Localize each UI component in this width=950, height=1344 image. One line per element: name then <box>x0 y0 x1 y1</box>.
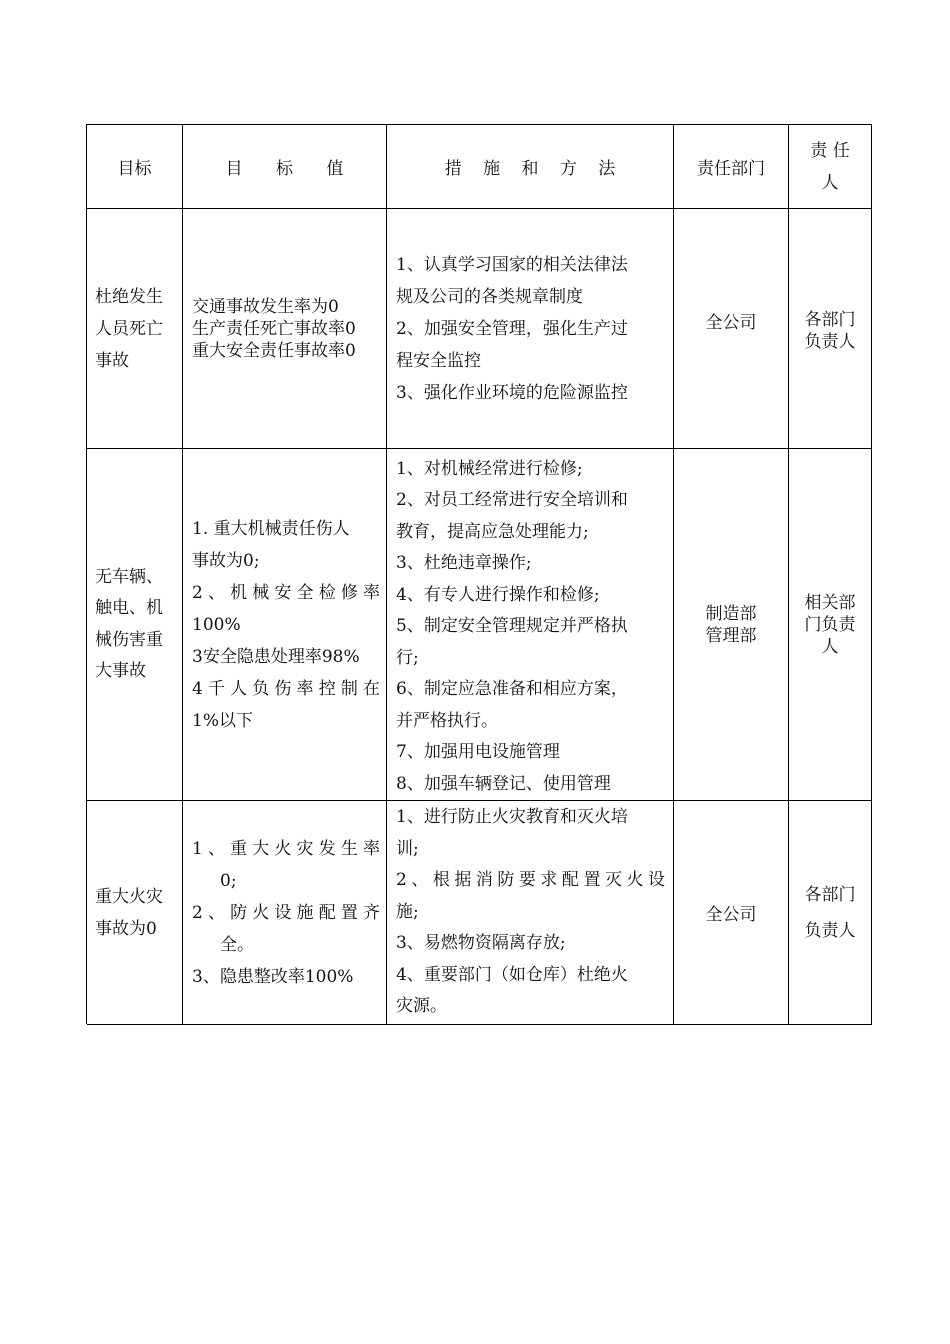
measures-cell: 1、进行防止火灾教育和灭火培 训; 2、根据消防要求配置灭火设 施; 3、易燃物资隔离存放; 4、重要部门（如仓库）杜绝火 灾源。 <box>387 801 674 1025</box>
measures-cell: 1、认真学习国家的相关法律法 规及公司的各类规章制度 2、加强安全管理，强化生产过 程安全监控 3、强化作业环境的危险源监控 <box>387 209 674 449</box>
department-cell: 制造部 管理部 <box>674 449 789 801</box>
target-value-cell: 1. 重大机械责任伤人 事故为0; 2、机械安全检修率 100% 3安全隐患处理率98% 4千人负伤率控制在 1%以下 <box>183 449 387 801</box>
table-row <box>87 449 872 801</box>
header-target-value: 目 标 值 <box>183 125 387 209</box>
department-cell: 全公司 <box>674 801 789 1025</box>
table-header-row <box>87 125 872 209</box>
header-measures: 措 施 和 方 法 <box>387 125 674 209</box>
table-row <box>87 801 872 1025</box>
header-person: 责 任 人 <box>789 125 872 209</box>
target-value-cell: 1、重大火灾发生率 0; 2、防火设施配置齐 全。 3、隐患整改率100% <box>183 801 387 1025</box>
target-cell: 无车辆、 触电、机 械伤害重 大事故 <box>87 449 183 801</box>
header-department: 责任部门 <box>674 125 789 209</box>
table-row <box>87 209 872 449</box>
person-cell: 相关部 门负责 人 <box>789 449 872 801</box>
person-cell: 各部门 负责人 <box>789 209 872 449</box>
target-value-cell: 交通事故发生率为0 生产责任死亡事故率0 重大安全责任事故率0 <box>183 209 387 449</box>
safety-goals-table <box>86 124 872 1024</box>
header-target: 目标 <box>87 125 183 209</box>
target-cell: 杜绝发生 人员死亡 事故 <box>87 209 183 449</box>
target-cell: 重大火灾 事故为0 <box>87 801 183 1025</box>
measures-cell: 1、对机械经常进行检修; 2、对员工经常进行安全培训和 教育，提高应急处理能力; 3、杜绝违章操作; 4、有专人进行操作和检修; 5、制定安全管理规定并严格执 行; 6、制定应急准备和相应方案， 并严格执行。 7、加强用电设施管理 8、加强车辆登记、使用管理 <box>387 449 674 801</box>
department-cell: 全公司 <box>674 209 789 449</box>
person-cell: 各部门 负责人 <box>789 801 872 1025</box>
